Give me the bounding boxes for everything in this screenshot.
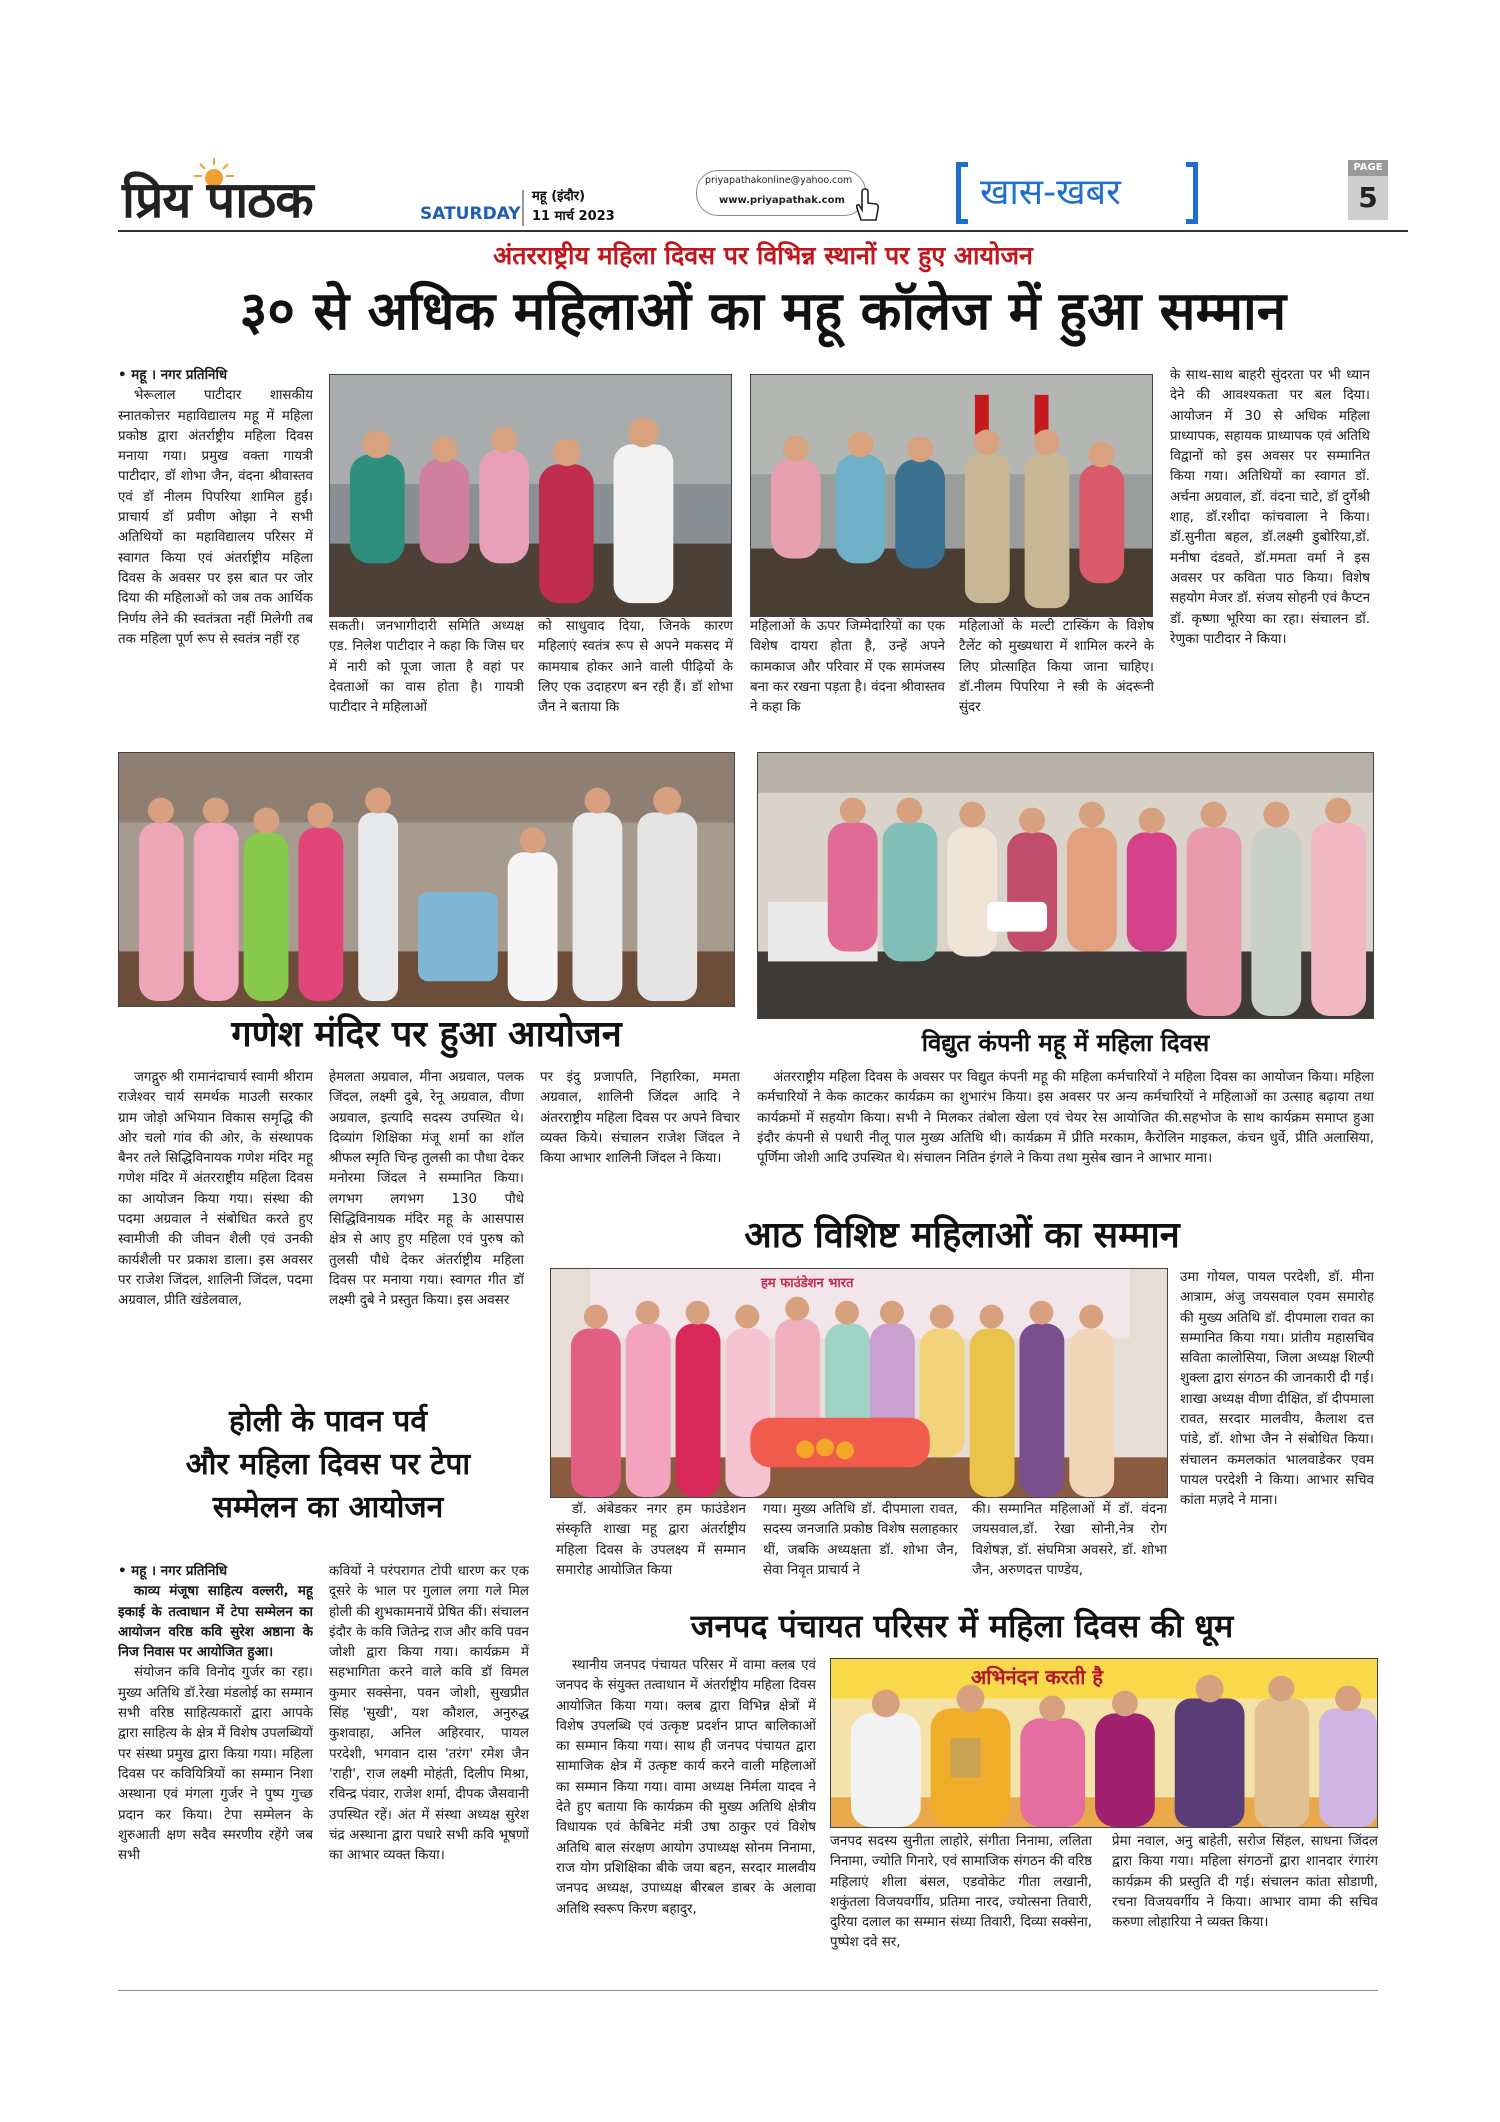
aath-col-2 <box>763 1500 958 1602</box>
janpad-text-3: प्रेमा नवाल, अनु बाहेती, सरोज सिंहल, साधना जिंदल द्वारा किया गया। महिला संगठनों द्वारा शानदार रंगारंग कार्यक्रम की प्रस्तुति दी गई। संचालन कांता सोडाणी, रचना विजयवर्गीय ने किया। आभार वामा की सचिव करुणा लोहारिया ने व्यक्त किया। <box>1112 1834 1378 1931</box>
hand-pointer-icon <box>851 188 881 222</box>
holi-lead: काव्य मंजूषा साहित्य वल्लरी, महू इकाई के तत्वाधान में टेपा सम्मेलन का आयोजन वरिष्ठ कवि सुरेश अष्ठाना के निज निवास पर आयोजित हुआ। <box>118 1584 313 1661</box>
janpad-col-3 <box>1112 1832 1378 1980</box>
aath-photo <box>550 1268 1168 1498</box>
college-col-2 <box>329 617 524 737</box>
janpad-col-1 <box>556 1656 816 1980</box>
college-col-3 <box>538 617 733 737</box>
holi-col-2 <box>329 1562 529 1980</box>
janpad-headline: जनपद पंचायत परिसर में महिला दिवस की धूम <box>690 1607 1234 1645</box>
section-bracket-right <box>1186 162 1198 224</box>
section-title: खास-खबर <box>980 172 1121 213</box>
ganesh-headline: गणेश मंदिर पर हुआ आयोजन <box>231 1014 622 1055</box>
college-col-4 <box>750 617 945 737</box>
college-text-4: महिलाओं के ऊपर जिम्मेदारियों का एक विशेष दायरा होता है, उन्हें अपने कामकाज और परिवार में एक सामंजस्य बना कर रखना पड़ता है। वंदना श्रीवास्तव ने कहा कि <box>750 619 945 716</box>
college-text-5: महिलाओं के मल्टी टास्किंग के विशेष टैलेंट को मुख्यधारा में शामिल करने के लिए प्रोत्साहित किया जाना चाहिए। डॉ.नीलम पिपरिया ने स्त्री के अंदरूनी सुंदर <box>959 619 1154 716</box>
aath-col-4 <box>1180 1268 1374 1602</box>
janpad-text-1: स्थानीय जनपद पंचायत परिसर में वामा क्लब एवं जनपद के संयुक्त तत्वाधान में अंतर्राष्ट्रीय महिला दिवस आयोजित किया गया। क्लब द्वारा विभिन्न क्षेत्रों में विशेष उपलब्धि एवं उत्कृष्ट प्रदर्शन प्राप्त बालिकाओं का सम्मान किया गया। साथ ही जनपद पंचायत द्वारा सामाजिक क्षेत्र में उत्कृष्ट कार्य करने वाली महिलाओं का सम्मान किया गया। वामा अध्यक्ष निर्मला यादव ने देते हुए बताया कि कार्यक्रम की मुख्य अतिथि क्षेत्रीय विधायक एवं केबिनेट मंत्री उषा ठाकुर एवं विशेष अतिथि बाल संरक्षण आयोग उपाध्यक्ष सोनम निनामा, राज योग प्रशिक्षिका बीके जया बहन, सरदार मालवीय जनपद अध्यक्ष, उपाध्यक्ष बीरबल डाबर के अलावा अतिथि स्वरूप किरण बहादुर, <box>556 1658 816 1917</box>
aath-banner: हम फाउंडेशन भारत <box>761 1276 854 1291</box>
main-headline: ३० से अधिक महिलाओं का महू कॉलेज में हुआ सम्मान <box>239 281 1287 342</box>
contact-box <box>696 170 866 216</box>
holi-col-1 <box>118 1562 313 1980</box>
contact-website[interactable]: www.priyapathak.com <box>719 195 845 206</box>
aath-col-3 <box>972 1500 1167 1602</box>
contact-email[interactable]: priyapathakonline@yahoo.com <box>705 175 853 186</box>
ganesh-col-2 <box>329 1068 524 1390</box>
issue-date: 11 मार्च 2023 <box>532 209 615 224</box>
vidyut-headline: विद्युत कंपनी महू में महिला दिवस <box>921 1029 1210 1057</box>
janpad-banner: अभिनंदन करती है <box>971 1665 1104 1689</box>
college-byline: • महू । नगर प्रतिनिधि <box>118 368 228 383</box>
college-col-6 <box>1170 366 1370 738</box>
holi-text-1: संयोजन कवि विनोद गुर्जर का रहा। मुख्य अतिथि डॉ.रेखा मंडलोई का सम्मान सभी वरिष्ठ साहित्यकारों द्वारा आपके द्वारा साहित्य के क्षेत्र में विशेष उपलब्धियों पर संस्था प्रमुख द्वारा किया गया। महिला दिवस पर कवियित्रियों का सम्मान निशा अस्थाना एवं मंगला गुर्जर ने पुष्प गुच्छ प्रदान कर किया। टेपा सम्मेलन के शुरुआती क्षण सदैव स्मरणीय रहेंगे जब सभी <box>118 1665 313 1864</box>
page-bottom-rule <box>118 1990 1378 1991</box>
ganesh-photo <box>118 752 735 1007</box>
janpad-text-2: जनपद सदस्य सुनीता लाहोरे, संगीता निनामा, ललिता निनामा, ज्योति गिनारे, एवं सामाजिक संगठन की वरिष्ठ महिलाएं शीला बंसल, एडवोकेट गीता लखानी, शकुंतला विजयवर्गीय, प्रतिमा नारद, ज्योत्सना तिवारी, दुरिया दलाल का सम्मान संध्या तिवारी, दिव्या सक्सेना, पुष्पेश दवे सर, <box>830 1834 1092 1951</box>
college-photo-2 <box>750 374 1153 617</box>
page-number: 5 <box>1348 176 1388 220</box>
ganesh-col-3 <box>540 1068 740 1208</box>
holi-text-2: कवियों ने परंपरागत टोपी धारण कर एक दूसरे के भाल पर गुलाल लगा गले मिल होली की शुभकामनायें प्रेषित कीं। संचालन इंदौर के कवि जितेन्द्र राज और कवि पवन जोशी द्वारा किया गया। कार्यक्रम में सहभागिता करने वाले कवि डॉ विमल कुमार सक्सेना, पवन जोशी, सुखप्रीत सिंह 'सुखी', यश कौशल, अनुरुद्ध कुशवाहा, अनिल अहिरवार, पायल परदेशी, भगवान दास 'तरंग' रमेश जैन 'राही', राज लक्ष्मी मोहंती, दिलीप मिश्रा, रविन्द्र पंवार, राजेश शर्मा, दीपक जैसवानी उपस्थित रहें। अंत में संस्था अध्यक्ष सुरेश चंद्र अस्थाना द्वारा पधारे सभी कवि भूषणों का आभार व्यक्त किया। <box>329 1564 529 1864</box>
aath-text-3: की। सम्मानित महिलाओं में डॉ. वंदना जयसवाल,डॉ. रेखा सोनी,नेत्र रोग विशेषज्ञ, डॉ. संघमित्रा अवसरे, डॉ. शोभा जैन, अरुणदत्त पाण्डेय, <box>972 1502 1167 1578</box>
holi-headline-line-3: सम्मेलन का आयोजन <box>212 1490 444 1525</box>
janpad-photo <box>830 1658 1378 1828</box>
holi-byline: • महू । नगर प्रतिनिधि <box>118 1564 228 1579</box>
holi-headline-line-1: होली के पावन पर्व <box>228 1404 428 1439</box>
college-photo-1 <box>329 374 732 617</box>
janpad-col-2 <box>830 1832 1092 1980</box>
ganesh-text-2: हेमलता अग्रवाल, मीना अग्रवाल, पलक जिंदल, लक्ष्मी दुबे, रेनू अग्रवाल, वीणा अग्रवाल, इत्यादि सदस्य उपस्थित थे। दिव्यांग शिक्षिका मंजू शर्मा का शॉल श्रीफल स्मृति चिन्ह तुलसी का पौधा देकर मनोरमा जिंदल ने सम्मानित किया। लगभग लगभग 130 पौधे सिद्धिविनायक मंदिर महू के आसपास क्षेत्र से आए हुए महिला एवं पुरुष को तुलसी पौधे देकर अंतर्राष्ट्रीय महिला दिवस पर मनाया गया। स्वागत गीत डॉ लक्ष्मी दुबे ने प्रस्तुत किया। इस अवसर <box>329 1070 524 1309</box>
kicker: अंतरराष्ट्रीय महिला दिवस पर विभिन्न स्थानों पर हुए आयोजन <box>493 241 1033 270</box>
ganesh-text-1: जगद्गुरु श्री रामानंदाचार्य स्वामी श्रीराम राजेश्वर चार्य समर्थक माउली सरकार ग्राम जोड़ो अभियान विकास समृद्धि की ओर चलो गांव की ओर, के संस्थापक बैनर तले सिद्धिविनायक गणेश मंदिर महू गणेश मंदिर में अंतरराष्ट्रीय महिला दिवस का आयोजन किया गया। संस्था की पदमा अग्रवाल ने संबोधित करते हुए स्वामीजी की जीवन शैली एवं उनकी कार्यशैली पर प्रकाश डाला। इस अवसर पर राजेश जिंदल, शालिनी जिंदल, पदमा अग्रवाल, प्रीति खंडेलवाल, <box>118 1070 313 1309</box>
issue-day: SATURDAY <box>420 204 521 224</box>
aath-text-2: गया। मुख्य अतिथि डॉ. दीपमाला रावत, सदस्य जनजाति प्रकोष्ठ विशेष सलाहकार थीं, जबकि अध्यक्षता डॉ. शोभा जैन, सेवा निवृत प्राचार्य ने <box>763 1502 958 1578</box>
ganesh-text-3: पर इंदु प्रजापति, निहारिका, ममता अग्रवाल, शालिनी जिंदल आदि ने अंतरराष्ट्रीय महिला दिवस पर अपने विचार व्यक्त किये। संचालन राजेश जिंदल ने किया आभार शालिनी जिंदल ने किया। <box>540 1070 740 1167</box>
masthead-divider <box>522 190 524 226</box>
college-text-3: को साधुवाद दिया, जिनके कारण महिलाएं स्वतंत्र रूप से अपने मकसद में कामयाब होकर आने वाली पीढ़ियों के लिए एक उदाहरण बन रही हैं। डॉ शोभा जैन ने बताया कि <box>538 619 733 716</box>
masthead-rule <box>118 230 1408 232</box>
holi-headline-line-2: और महिला दिवस पर टेपा <box>185 1447 471 1482</box>
college-col-5 <box>959 617 1154 737</box>
vidyut-text: अंतरराष्ट्रीय महिला दिवस के अवसर पर विद्युत कंपनी महू की महिला कर्मचारियों ने महिला दिवस का आयोजन किया। महिला कर्मचारियों ने केक काटकर कार्यक्रम का शुभारंभ किया। इस अवसर पर अन्य कर्मचारियों ने महिलाओं का उत्साह बढ़ाया तथा कार्यक्रमों में सहयोग किया। सभी ने मिलकर तंबोला खेला एवं चेयर रेस आयोजित की.सहभोज के साथ कार्यक्रम समाप्त हुआ इंदौर कंपनी से पधारी नीलू पाल मुख्य अतिथि थी। कार्यक्रम में प्रीति मरकाम, कैरोलिन माइकल, कंचन धुर्वे, प्रीति अलासिया, पूर्णिमा जोशी आदि उपस्थित थे। संचालन नितिन इंगले ने किया तथा मुसेब खान ने आभार माना। <box>757 1070 1374 1167</box>
ganesh-col-1 <box>118 1068 313 1390</box>
masthead <box>118 160 1408 228</box>
college-text-1: भेरूलाल पाटीदार शासकीय स्नातकोत्तर महाविद्यालय महू में महिला प्रकोष्ठ द्वारा अंतर्राष्ट्रीय महिला दिवस मनाया गया। प्रमुख वक्ता गायत्री पाटीदार, डॉ शोभा जैन, वंदना श्रीवास्तव एवं डॉ नीलम पिपरिया शामिल हुईं। प्राचार्य डॉ प्रवीण ओझा ने सभी अतिथियों का महाविद्यालय परिसर में स्वागत किया एवं अंतर्राष्ट्रीय महिला दिवस के अवसर पर इस बात पर जोर दिया की महिलाओं को जब तक आर्थिक निर्णय लेने की स्वतंत्रता नहीं मिलेगी तब तक महिला पूर्ण रूप से स्वतंत्र नहीं रह <box>118 388 313 647</box>
section-bracket-left <box>956 162 968 224</box>
college-text-6: के साथ-साथ बाहरी सुंदरता पर भी ध्यान देने की आवश्यकता पर बल दिया। आयोजन में 30 से अधिक महिला प्राध्यापक, सहायक प्राध्यापक एवं अतिथि विद्वानों को इस अवसर पर सम्मानित किया गया। अतिथियों का स्वागत डॉ. अर्चना अग्रवाल, डॉ. वंदना चाटे, डॉ दुर्गेश्री शाह, डॉ.रशीदा कांचवाला ने किया। डॉ.सुनीता बहल, डॉ.लक्ष्मी डुबोरिया,डॉ. मनीषा दंडवते, डॉ.ममता वर्मा ने इस अवसर पर कविता पाठ किया। विशेष सहयोग मेजर डॉ. संजय सोहनी एवं कैप्टन डॉ. कृष्णा भूरिया का रहा। संचालन डॉ. रेणुका पाटीदार ने किया। <box>1170 368 1370 647</box>
vidyut-photo <box>757 752 1374 1019</box>
aath-headline: आठ विशिष्ट महिलाओं का सम्मान <box>744 1215 1180 1256</box>
issue-place: महू (इंदौर) <box>532 189 586 204</box>
vidyut-body <box>757 1068 1374 1210</box>
holi-headline <box>118 1400 538 1529</box>
logo <box>122 162 382 229</box>
college-col-1 <box>118 366 313 736</box>
aath-text-1: डॉ. अंबेडकर नगर हम फाउंडेशन संस्कृति शाखा महू द्वारा अंतर्राष्ट्रीय महिला दिवस के उपलक्ष्य में सम्मान समारोह आयोजित किया <box>556 1502 746 1578</box>
page-badge <box>1348 160 1388 224</box>
aath-text-4: उमा गोयल, पायल परदेशी, डॉ. मीना आत्राम, अंजु जयसवाल एवम समारोह की मुख्य अतिथि डॉ. दीपमाला रावत का सम्मानित किया गया। प्रांतीय महासचिव सविता कालोसिया, जिला अध्यक्ष शिल्पी शुक्ला द्वारा संगठन की जानकारी दी गई। शाखा अध्यक्ष वीणा दीक्षित, डॉ दीपमाला रावत, सरदार मालवीय, कैलाश दत्त पांडे, डॉ. शोभा जैन ने संबोधित किया। संचालन कमलकांत भालवाडेकर एवम पायल परदेशी ने किया। आभार सचिव कांता मज़दे ने माना। <box>1180 1270 1374 1509</box>
aath-col-1 <box>556 1500 746 1602</box>
logo-text: प्रिय पाठक <box>122 171 313 229</box>
college-text-2: सकती। जनभागीदारी समिति अध्यक्ष एड. निलेश पाटीदार ने कहा कि जिस घर में नारी को पूजा जाता है वहां पर देवताओं का वास होता है। गायत्री पाटीदार ने महिलाओं <box>329 619 524 716</box>
page-label: PAGE <box>1348 160 1388 176</box>
